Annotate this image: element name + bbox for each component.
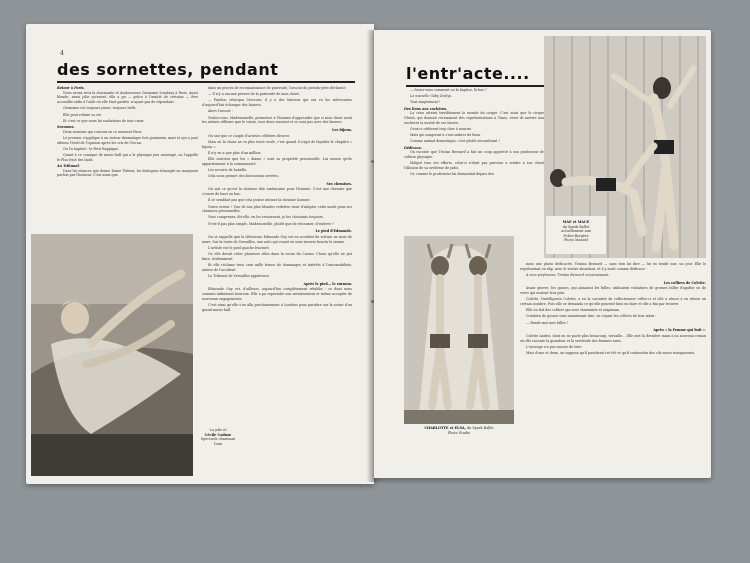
paragraph: Et c'est ce que nous lui souhaitons de tout cœur.	[63, 118, 145, 123]
caption-credit: Dom	[214, 441, 222, 446]
paragraph: On sait ce qu'est la chemise dite américaine pour l'homme. C'est une chemise que s'ouvre de haut en bas.	[202, 187, 352, 197]
paragraph: On l'a baptisé : le Petit Rappique.	[63, 146, 120, 151]
paragraph: Alors l'avocat :	[208, 109, 233, 114]
photo-caption-bottom	[404, 426, 514, 435]
paragraph: Elle soutient que les « diams » sont sa propriété personnelle. Lui assure qu'ils appartiennent à la communauté.	[202, 156, 352, 166]
photo-caption-top	[548, 220, 604, 243]
paragraph: L'ouvrage n'a pas encore de titre.	[526, 344, 583, 349]
actress-photo-illustration	[31, 234, 193, 476]
actress-photo	[31, 234, 193, 476]
paragraph: — Pardon, rétorqua l'avocate, il y a des témoins qui ont vu les adversaires d'aujourd'hui échanger des baisers.	[202, 98, 352, 108]
paragraph: Germaine est toujours jeune, toujours belle.	[63, 106, 137, 111]
paragraph: Grave erreur ! Une de nos plus blondes vedettes vient d'adopter cette mode pour ses chemises personnelles.	[202, 204, 352, 214]
paragraph: Il n'y en a que plus d'un million.	[208, 150, 262, 155]
caption-credit: Photo Manuel	[564, 238, 588, 242]
paragraph: On raconte que Tristan Bernard a fait un coup apprécié à son professeur de culture physique.	[404, 150, 544, 159]
section-heading: Au Tribunal.	[57, 163, 80, 168]
left-headline: des sornettes, pendant	[57, 60, 279, 79]
paragraph: Il se semblait pas que cela puisse intimer la chemise homme.	[208, 198, 311, 203]
paragraph: dans un procès de reconnaissance de paternité, l'avocat du pseudo-père déclarait :	[208, 86, 348, 90]
paragraph: Avant guerre, les gosses, qui aimaient les billes, utilisaient volontiers de grosses billes d'agathe ou de verre qui avaient leur prix.	[520, 286, 706, 296]
right-column-1	[404, 88, 544, 233]
paragraph: Le Tribunal de Versailles appréciera.	[208, 274, 270, 278]
paragraph: Tout simplement !	[410, 100, 441, 105]
paragraph: Les avocats de bataille.	[208, 167, 248, 172]
caption-credit: Photo Studio	[447, 430, 471, 435]
caption-name: Cécile Caduse	[204, 432, 232, 437]
paragraph: Dans les séances que donne Dame Thémis, les dialogues échangés en marquent parfois par l'humour. C'est ainsi que	[57, 168, 198, 178]
paragraph: La nouvelle Gaby Deslys.	[410, 94, 452, 99]
paragraph: La crise atteint terriblement le monde du cirque. C'est ainsi que le cirque Gleich, qui donnait récemment des représentations à Tunis, vient de mettre aux enchères la moitié de ses fauves.	[404, 111, 544, 125]
paragraph: Quant à ce comique de music-hall qui a le physique peu avantagé, on l'appelle le Plus frisé des laids.	[57, 152, 198, 162]
photo-caption	[198, 428, 238, 446]
caption-name: CHARLOTTE et ELSA,	[424, 426, 466, 430]
right-headline: l'entr'acte....	[406, 64, 530, 83]
paragraph: L'artiste eut le pied gauche fracturé.	[208, 245, 270, 250]
page-number: 4	[60, 50, 64, 57]
caption-line: du Spark Ballet	[562, 224, 590, 229]
headline-rule	[57, 81, 355, 83]
paragraph: mois une photo dédicacée, Tristan Bernard — sans rien lui dire — lui en tendit une, un jour. Elle le représentait en slip, avec le ventre abondant, et il y avait comme dédicace :	[520, 262, 706, 271]
paragraph: On se rappelle que la délicieuse Edmonde Guy est en accident de voiture au mois de mars. Sur la route de Versailles, une auto qui venait en sens inverse heurta la sienne.	[202, 235, 352, 244]
paragraph: N'est-il pas plus simple, Mademoiselle, plutôt que de retourner, d'enlever ?	[208, 221, 334, 226]
paragraph: — Savez-vous comment on la baptise, là-bas ?	[410, 88, 487, 92]
paragraph: Elle en fait des colliers qui sont charmants et originaux.	[526, 308, 620, 313]
section-heading: Des lions aux cochères.	[404, 106, 448, 111]
section-heading: Les bijoux.	[332, 127, 352, 132]
paragraph: Or, elle devait créer plusieurs rôles dans la revue du Casino. Chose qu'elle ne put faire, évidemment.	[202, 252, 352, 261]
paragraph: Elle peut refaire sa vie.	[63, 112, 103, 117]
paragraph: Deux surnoms qui courent en ce moment Paris.	[63, 129, 143, 134]
paragraph: Or, comme le professeur lui demandait depuis des	[410, 172, 494, 177]
paragraph: Colette Andris, dont on ne parle plus beaucoup, travaille... Elle met la dernière main à un nouveau roman où elle raconte la grandeur et la servitude des femmes nues.	[520, 333, 706, 343]
paragraph: C'est ainsi qu'elle s'en alla prochainement à Londres pour paraître sur la scène d'un grand music-hall.	[202, 303, 352, 312]
paragraph: Cela nous promet des discussions serrées.	[208, 174, 279, 179]
section-heading: Les colliers de Colette.	[663, 280, 706, 285]
section-heading: Ses chemises.	[326, 181, 352, 186]
section-heading: Après le pied... le surnom.	[303, 281, 352, 286]
caption-line: La jolie et	[209, 428, 227, 432]
paragraph: Vous comprenez, dit-elle, en les retournant, je les choisirais toujours.	[208, 215, 324, 220]
caption-line: du Spark Ballet	[466, 426, 494, 430]
paragraph: A mon professeur, Tristan Bernard reconnaissant.	[526, 272, 610, 277]
paragraph: Malgré tous ses efforts, celui-ci n'était pas parvenu à rendre à son client l'illusion de sa sveltesse de jadis.	[404, 161, 544, 170]
left-column-1	[57, 86, 198, 232]
paragraph: Comme animal domestique, c'est plutôt encombrant !	[410, 139, 500, 144]
section-heading: Après « la Femme qui boit ».	[653, 328, 706, 333]
caption-line: Folies-Bergère	[563, 233, 589, 238]
paragraph: Edmonde Guy est, d'ailleurs, aujourd'hui complètement rétablie : ce dont nous sommes infiniment heureux. Elle a pu reprendre son entraînement et même accepter de nouveaux engagements.	[202, 287, 352, 301]
right-page	[374, 30, 711, 478]
section-heading: Surnoms.	[57, 124, 75, 129]
right-column-2	[520, 262, 706, 472]
paragraph: Colette, l'intelligente Colette, a eu la curiosité de collectionner celles-ci et elle a réussi à en réunir un certain nombre. Puis elle se demanda ce qu'elle pourrait bien en faire et elle a fini par trouver.	[520, 297, 706, 306]
dancers-photo-bottom	[404, 236, 514, 424]
paragraph: Et elle réclame trois cent mille francs de dommages et intérêts à l'automobiliste, auteur de l'accident.	[202, 263, 352, 272]
left-page	[26, 24, 374, 484]
paragraph: Mais qui songerait à s'encombrer de lions.	[410, 133, 482, 138]
paragraph: On sait que ce couple d'acteurs célèbres divorce.	[208, 133, 291, 138]
paragraph: — Rends-moi mes billes !	[526, 320, 569, 325]
dancers-illustration-bottom	[404, 236, 514, 424]
paragraph: Mais d'une et deux, on suppose qu'il paraîtrait cet été et qu'il contiendra des cils assez transparents.	[526, 351, 696, 356]
paragraph: Nous avons revu la charmante et douloureuse Germaine Sombray à Paris. Aussi blonde, aussi jolie qu'avant, elle a pu — grâce à l'amitié de certains — être accueillie enfin à l'aide où elle était gardée, n'ayant pas de répondant.	[57, 90, 198, 105]
section-heading: Le pied d'Edmonde.	[315, 229, 352, 234]
headline-rule	[406, 85, 546, 87]
section-heading: Retour à Paris.	[57, 86, 85, 90]
paragraph: Combien de gosses vont maintenant dire, en voyant les colliers de leur mère :	[526, 314, 657, 319]
paragraph: Mais où la chose ne va plus toute seule, c'est quand il s'agit de liquider le chapitre « bijoux ».	[202, 139, 352, 149]
caption-line: actuellement aux	[561, 229, 591, 233]
paragraph: Le premier s'applique à un auteur dramatique fort gommeux, mari et qui a joué obtenu l'éveil de l'opinion après les cris de l'écran.	[57, 135, 198, 145]
paragraph: Voulez-vous, Mademoiselle, permettre à l'homme d'apprendre que si mon client avait les mêmes réflexes que le voisin, tous deux seraient et se sont pas avec des baisers.	[202, 115, 352, 125]
paragraph: — Il n'y a aucune preuve de la paternité de mon client.	[208, 92, 300, 97]
caption-line: Spectacle charmant	[200, 437, 236, 441]
paragraph: Ceux-ci cédèrent trop cher à nourrir.	[410, 126, 472, 131]
caption-name: MAE et MACE	[562, 220, 590, 224]
section-heading: Dédicace.	[404, 145, 422, 150]
